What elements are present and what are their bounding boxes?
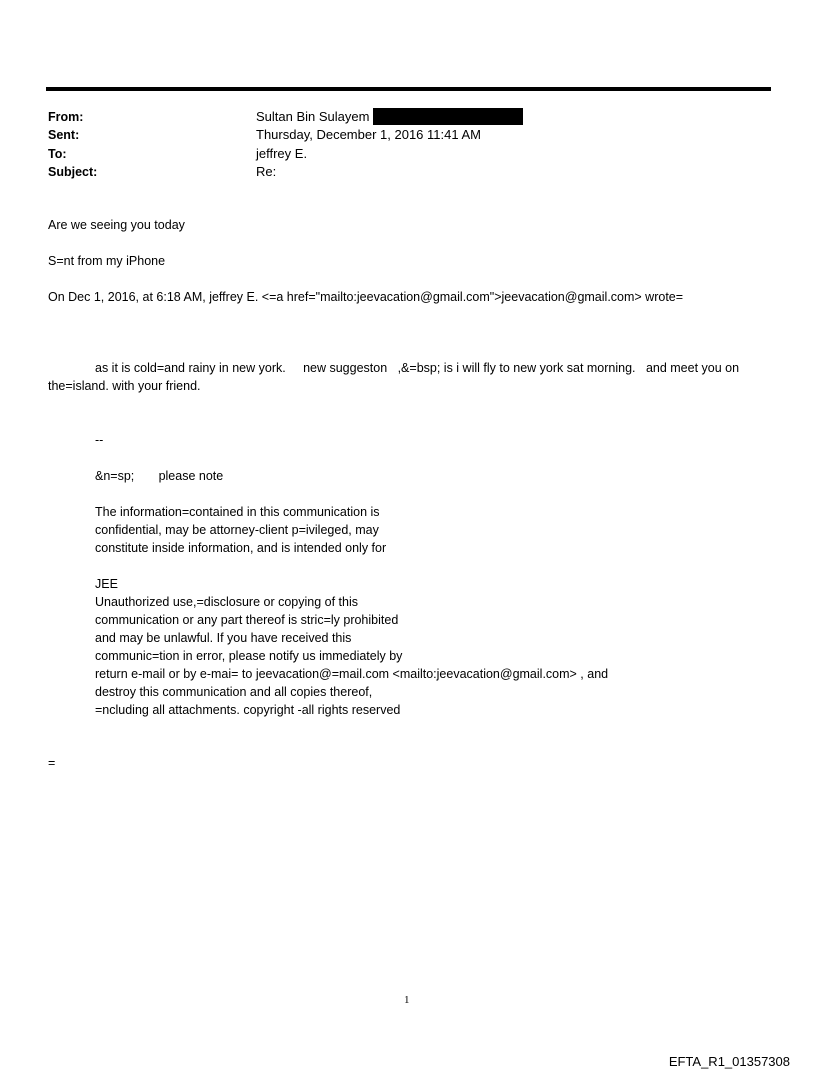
disclaimer-line: JEE bbox=[95, 577, 118, 591]
to-value: jeffrey E. bbox=[256, 146, 308, 161]
document-id: EFTA_R1_01357308 bbox=[668, 1054, 790, 1069]
disclaimer-line: constitute inside information, and is intended only for bbox=[95, 541, 387, 555]
body-line-1: Are we seeing you today bbox=[48, 218, 185, 232]
trailing-equals: = bbox=[48, 756, 56, 770]
sent-value: Thursday, December 1, 2016 11:41 AM bbox=[256, 127, 481, 142]
signature-dashes: -- bbox=[95, 433, 104, 447]
page-number: 1 bbox=[404, 994, 410, 1006]
disclaimer-line: The information=contained in this communication is bbox=[95, 505, 380, 519]
disclaimer-line: Unauthorized use,=disclosure or copying of this bbox=[95, 595, 358, 609]
quoted-message bbox=[48, 359, 773, 395]
disclaimer-line: destroy this communication and all copies thereof, bbox=[95, 685, 373, 699]
disclaimer-line: return e-mail or by e-mai= to jeevacation@=mail.com <mailto:jeevacation@gmail.com> , and bbox=[95, 667, 609, 681]
from-value bbox=[256, 108, 523, 126]
disclaimer-line: confidential, may be attorney-client p=ivileged, may bbox=[95, 523, 379, 537]
quote-intro: On Dec 1, 2016, at 6:18 AM, jeffrey E. <=a href="mailto:jeevacation@gmail.com">jeevacation@gmail.com> wrote= bbox=[48, 290, 684, 304]
body-line-2: S=nt from my iPhone bbox=[48, 254, 166, 268]
disclaimer-line: communic=tion in error, please notify us immediately by bbox=[95, 649, 403, 663]
to-label: To: bbox=[48, 147, 67, 161]
disclaimer-line: and may be unlawful. If you have received this bbox=[95, 631, 352, 645]
redaction-box bbox=[373, 108, 523, 125]
subject-value: Re: bbox=[256, 164, 277, 179]
signature-note: &n=sp; please note bbox=[95, 469, 224, 483]
sent-label: Sent: bbox=[48, 128, 80, 142]
disclaimer-line: =ncluding all attachments. copyright -all rights reserved bbox=[95, 703, 401, 717]
subject-label: Subject: bbox=[48, 165, 98, 179]
from-name: Sultan Bin Sulayem bbox=[256, 109, 370, 124]
from-label: From: bbox=[48, 110, 84, 124]
disclaimer-line: communication or any part thereof is stric=ly prohibited bbox=[95, 613, 399, 627]
quoted-message-text: as it is cold=and rainy in new york. new suggeston ,&=bsp; is i will fly to new york sat morning. and meet you on the=island. with your friend. bbox=[48, 361, 743, 393]
header-rule bbox=[46, 87, 771, 91]
